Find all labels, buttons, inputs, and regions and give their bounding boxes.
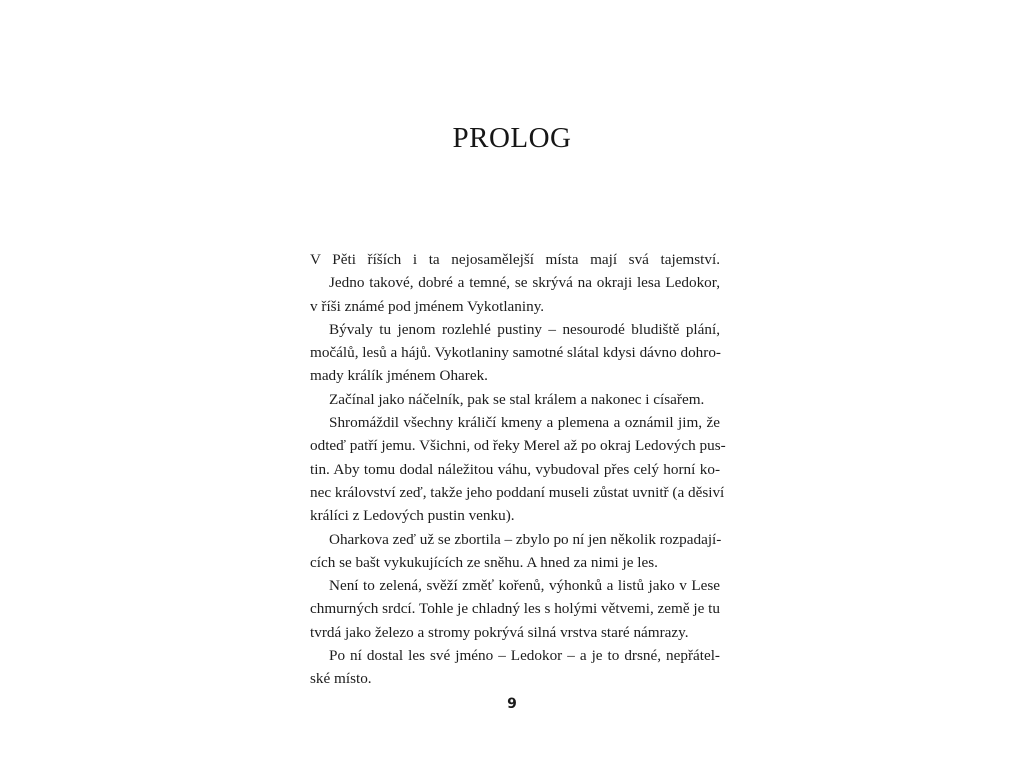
text-line: tvrdá jako železo a stromy pokrývá silná vrstva staré námrazy. <box>310 623 689 641</box>
text-line: chmurných srdcí. Tohle je chladný les s holými větvemi, země je tu <box>310 600 720 618</box>
text-line: Po ní dostal les své jméno – Ledokor – a je to drsné, nepřátel- <box>329 647 720 665</box>
prolog-body <box>310 248 726 691</box>
text-line: v říši známé pod jménem Vykotlaniny. <box>310 297 545 315</box>
chapter-title: PROLOG <box>452 122 572 154</box>
text-line: Shromáždil všechny králičí kmeny a plemena a oznámil jim, že <box>329 414 720 432</box>
text-line: Oharkova zeď už se zbortila – zbylo po ní jen několik rozpadají- <box>329 530 722 548</box>
text-line: Není to zelená, svěží změť kořenů, výhonků a listů jako v Lese <box>329 577 720 595</box>
text-line: ské místo. <box>310 670 372 688</box>
text-line: nec království zeď, takže jeho poddaní museli zůstat uvnitř (a děsiví <box>310 483 725 501</box>
text-line: mady králík jménem Oharek. <box>310 367 488 385</box>
text-line: odteď patří jemu. Všichni, od řeky Merel až po okraj Ledových pus- <box>310 437 726 455</box>
text-line: Bývaly tu jenom rozlehlé pustiny – nesourodé bludiště plání, <box>329 320 720 338</box>
text-line: Jedno takové, dobré a temné, se skrývá na okraji lesa Ledokor, <box>329 274 720 292</box>
text-line: cích se bašt vykukujících ze sněhu. A hned za nimi je les. <box>310 553 658 571</box>
text-line: králíci z Ledových pustin venku). <box>310 507 515 525</box>
text-line: močálů, lesů a hájů. Vykotlaniny samotné slátal kdysi dávno dohro- <box>310 344 721 362</box>
text-line: Začínal jako náčelník, pak se stal králem a nakonec i císařem. <box>329 390 705 408</box>
text-line: tin. Aby tomu dodal náležitou váhu, vybudoval přes celý horní ko- <box>310 460 720 478</box>
text-line: V Pěti říších i ta nejosamělejší místa mají svá tajemství. <box>310 251 720 268</box>
page-number: 9 <box>507 696 517 712</box>
